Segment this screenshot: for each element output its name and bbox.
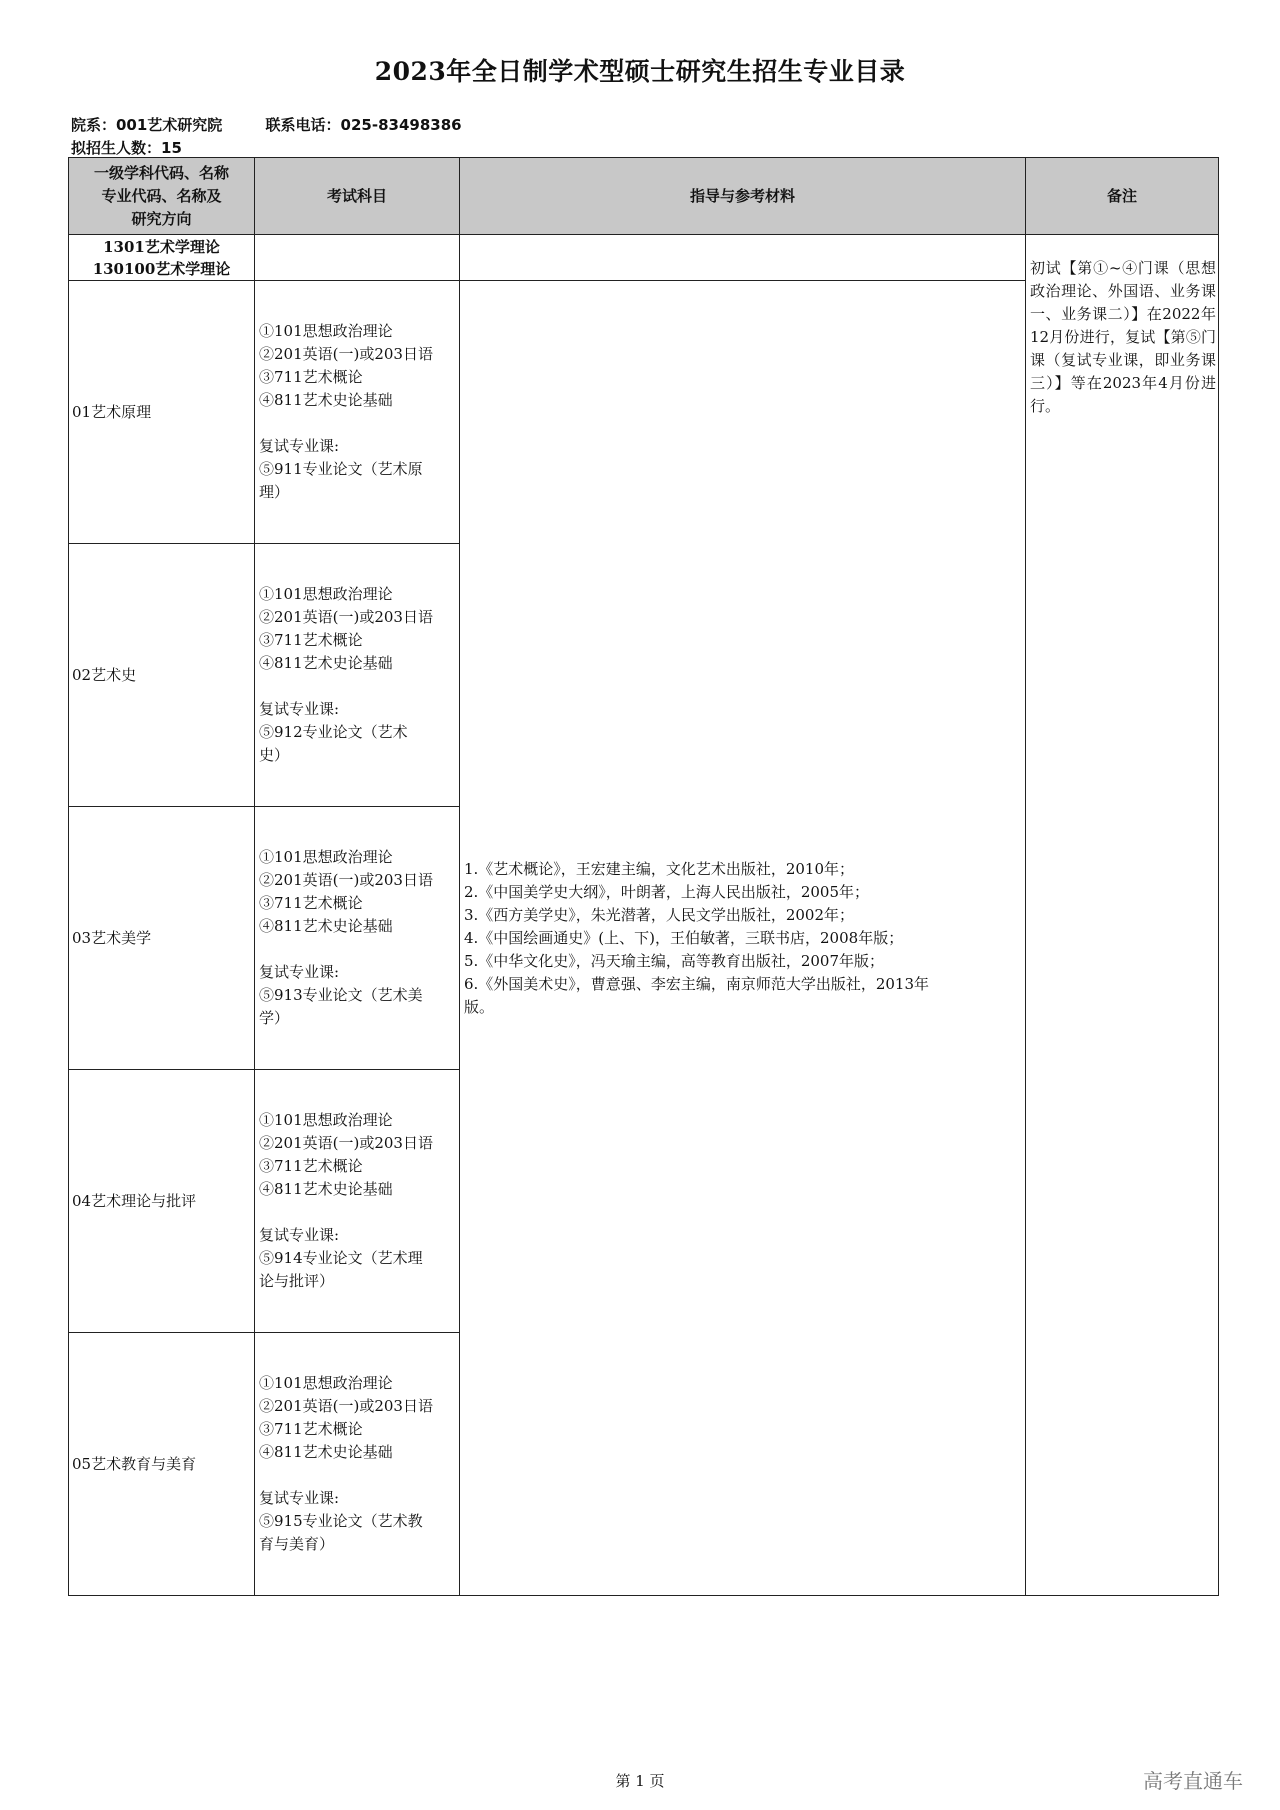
exam-item: ④811艺术史论基础 [259, 391, 393, 409]
discipline-name: 1301艺术学理论 [103, 237, 220, 256]
reference-item: 版。 [464, 997, 495, 1016]
phone-label: 联系电话：025-83498386 [265, 116, 462, 134]
major-name: 130100艺术学理论 [92, 259, 231, 278]
reference-item: 3.《西方美学史》，朱光潜著，人民文学出版社，2002年； [464, 905, 854, 924]
retest-label: 复试专业课: [259, 437, 340, 455]
exam-item: ③711艺术概论 [259, 368, 363, 386]
watermark: 高考直通车 [1143, 1769, 1243, 1793]
exam-item: ①101思想政治理论 [259, 585, 393, 603]
page-number: 第 1 页 [615, 1772, 665, 1790]
retest-label: 复试专业课: [259, 1489, 340, 1507]
header-notes: 备注 [1026, 158, 1219, 235]
exam-item: ④811艺术史论基础 [259, 917, 393, 935]
exam-subjects [255, 807, 460, 1070]
retest-item: 论与批评） [259, 1272, 335, 1290]
references-cell [460, 281, 1026, 1596]
exam-item: ③711艺术概论 [259, 631, 363, 649]
header-references: 指导与参考材料 [460, 158, 1026, 235]
reference-item: 4.《中国绘画通史》(上、下)，王伯敏著，三联书店，2008年版； [464, 928, 904, 947]
retest-item: ⑤912专业论文（艺术 [259, 723, 408, 741]
reference-item: 5.《中华文化史》，冯天瑜主编，高等教育出版社，2007年版； [464, 951, 884, 970]
header-row [69, 158, 1219, 235]
exam-item: ①101思想政治理论 [259, 1374, 393, 1392]
exam-item: ②201英语(一)或203日语 [259, 871, 433, 889]
header-code-name [69, 158, 255, 235]
exam-item: ②201英语(一)或203日语 [259, 1134, 433, 1152]
retest-item: ⑤913专业论文（艺术美 [259, 986, 423, 1004]
retest-item: 史） [259, 746, 290, 764]
direction-name: 05艺术教育与美育 [69, 1333, 255, 1596]
exam-item: ④811艺术史论基础 [259, 654, 393, 672]
exam-item: ③711艺术概论 [259, 1420, 363, 1438]
retest-label: 复试专业课: [259, 1226, 340, 1244]
exam-item: ①101思想政治理论 [259, 848, 393, 866]
meta-line [71, 114, 462, 135]
exam-item: ②201英语(一)或203日语 [259, 608, 433, 626]
header-line: 一级学科代码、名称 [93, 163, 229, 182]
exam-item: ①101思想政治理论 [259, 322, 393, 340]
direction-name: 04艺术理论与批评 [69, 1070, 255, 1333]
exam-subjects [255, 544, 460, 807]
subject-row [69, 235, 1219, 281]
exam-item: ①101思想政治理论 [259, 1111, 393, 1129]
notes-cell: 初试【第①~④门课（思想政治理论、外国语、业务课一、业务课二）】在2022年12月份进行，复试【第⑤门课（复试专业课，即业务课三）】等在2023年4月份进行。 [1026, 235, 1219, 1596]
empty-cell [460, 235, 1026, 281]
reference-item: 1.《艺术概论》，王宏建主编，文化艺术出版社，2010年； [464, 859, 854, 878]
retest-label: 复试专业课: [259, 963, 340, 981]
department-label: 院系：001艺术研究院 [71, 116, 223, 134]
quota-label: 拟招生人数：15 [71, 139, 182, 157]
direction-name: 01艺术原理 [69, 281, 255, 544]
header-exams: 考试科目 [255, 158, 460, 235]
direction-name: 03艺术美学 [69, 807, 255, 1070]
header-line: 专业代码、名称及 [101, 186, 222, 205]
header-line: 研究方向 [131, 209, 192, 228]
exam-item: ②201英语(一)或203日语 [259, 345, 433, 363]
subject-code-cell [69, 235, 255, 281]
exam-item: ②201英语(一)或203日语 [259, 1397, 433, 1415]
exam-item: ④811艺术史论基础 [259, 1443, 393, 1461]
exam-item: ③711艺术概论 [259, 894, 363, 912]
retest-label: 复试专业课: [259, 700, 340, 718]
reference-item: 6.《外国美术史》，曹意强、李宏主编，南京师范大学出版社，2013年 [464, 974, 929, 993]
reference-item: 2.《中国美学史大纲》，叶朗著，上海人民出版社，2005年； [464, 882, 869, 901]
retest-item: 育与美育） [259, 1535, 335, 1553]
catalog-table [68, 157, 1219, 1596]
retest-item: 理） [259, 483, 290, 501]
retest-item: ⑤915专业论文（艺术教 [259, 1512, 423, 1530]
exam-item: ③711艺术概论 [259, 1157, 363, 1175]
exam-subjects [255, 1070, 460, 1333]
exam-item: ④811艺术史论基础 [259, 1180, 393, 1198]
direction-name: 02艺术史 [69, 544, 255, 807]
exam-subjects [255, 281, 460, 544]
retest-item: ⑤911专业论文（艺术原 [259, 460, 423, 478]
exam-subjects [255, 1333, 460, 1596]
retest-item: 学） [259, 1009, 290, 1027]
page-title: 2023年全日制学术型硕士研究生招生专业目录 [374, 57, 906, 86]
empty-cell [255, 235, 460, 281]
retest-item: ⑤914专业论文（艺术理 [259, 1249, 423, 1267]
